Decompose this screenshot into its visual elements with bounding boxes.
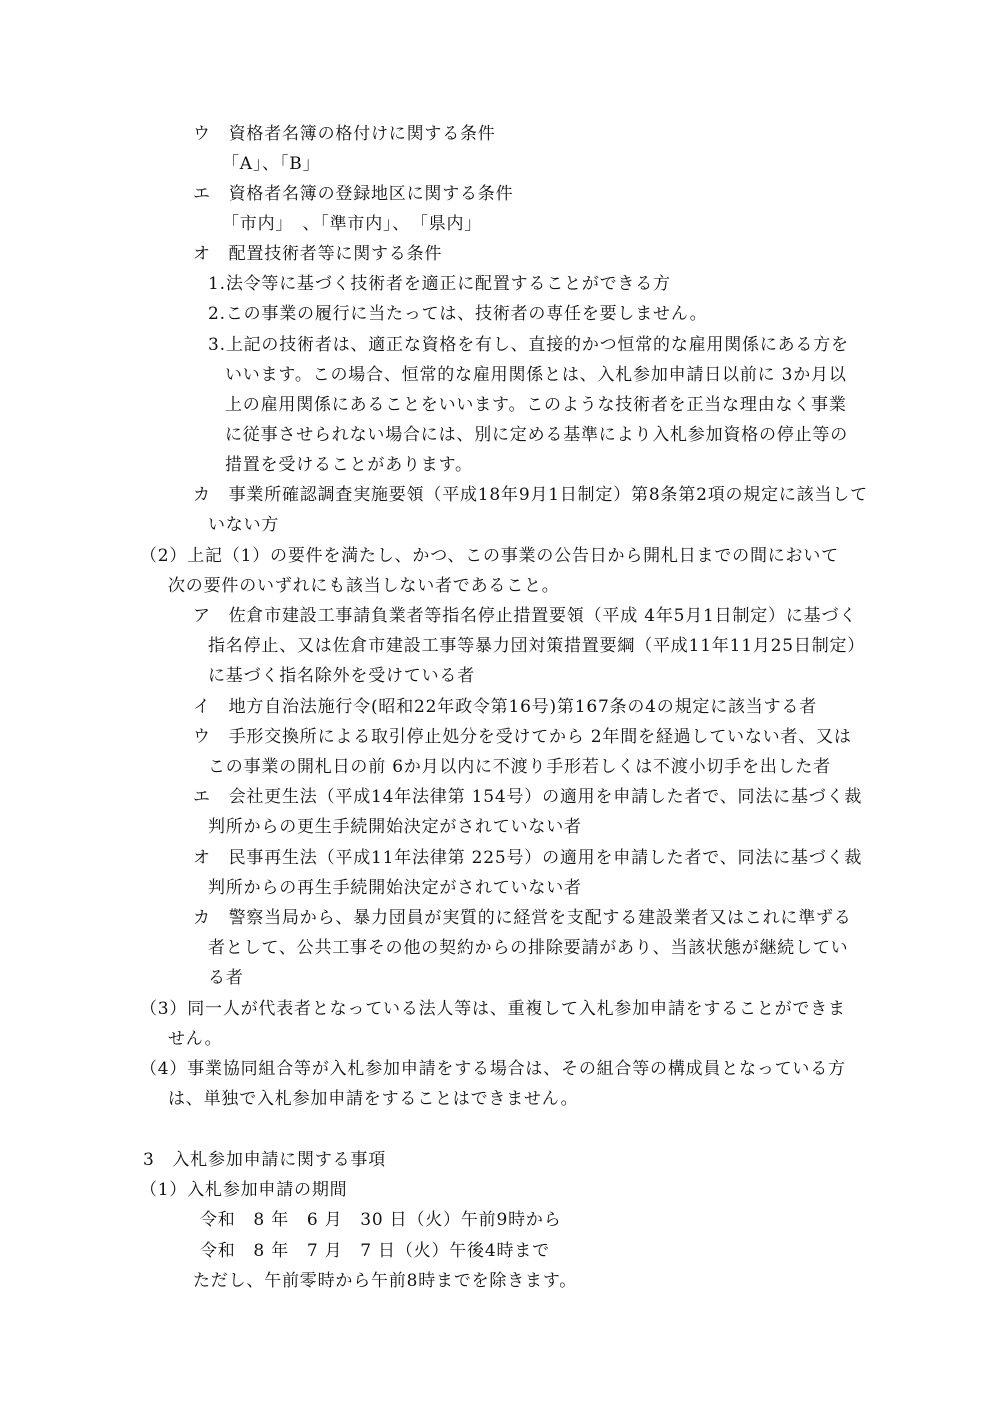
exclusion-ka-cont: 者として、公共工事その他の契約からの排除要請があり、当該状態が継続してい — [208, 938, 849, 958]
exclusion-ka: カ 警察当局から、暴力団員が実質的に経営を支配する建設業者又はこれに準ずる — [193, 908, 852, 928]
technician-item-3-cont: 措置を受けることがあります。 — [225, 455, 473, 475]
exclusion-e: エ 会社更生法（平成14年法律第 154号）の適用を申請した者で、同法に基づく裁 — [193, 787, 863, 807]
exclusion-a: ア 佐倉市建設工事請負業者等指名停止措置要領（平成 4年5月1日制定）に基づく — [193, 606, 858, 626]
technician-item-3-cont: に従事させられない場合には、別に定める基準により入札参加資格の停止等の — [225, 425, 848, 445]
technician-item-1: 1.法令等に基づく技術者を適正に配置することができる方 — [208, 274, 671, 294]
exclusion-ka-cont: る者 — [208, 968, 244, 988]
period-start: 令和 8 年 6 月 30 日（火）午前9時から — [200, 1210, 562, 1230]
item-4-cont: は、単独で入札参加申請をすることはできません。 — [168, 1089, 579, 1109]
exclusion-o-cont: 判所からの再生手続開始決定がされていない者 — [208, 878, 582, 898]
exclusion-i: イ 地方自治法施行令(昭和22年政令第16号)第167条の4の規定に該当する者 — [193, 697, 817, 717]
item-4: （4）事業協同組合等が入札参加申請をする場合は、その組合等の構成員となっている方 — [140, 1059, 846, 1079]
condition-o-heading: オ 配置技術者等に関する条件 — [193, 244, 443, 264]
condition-e-heading: エ 資格者名簿の登録地区に関する条件 — [193, 184, 514, 204]
section-3-heading: 3 入札参加申請に関する事項 — [143, 1150, 387, 1170]
technician-item-3-cont: 上の雇用関係にあることをいいます。このような技術者を正当な理由なく事業 — [225, 395, 847, 415]
technician-item-3-cont: いいます。この場合、恒常的な雇用関係とは、入札参加申請日以前に 3か月以 — [225, 365, 847, 385]
exclusion-a-cont: 指名停止、又は佐倉市建設工事等暴力団対策措置要綱（平成11年11月25日制定） — [208, 636, 866, 656]
rank-values: 「A」、「B」 — [222, 154, 321, 174]
period-end: 令和 8 年 7 月 7 日（火）午後4時まで — [200, 1241, 550, 1261]
exclusion-u-cont: この事業の開札日の前 6か月以内に不渡り手形若しくは不渡小切手を出した者 — [208, 757, 832, 777]
exclusion-u: ウ 手形交換所による取引停止処分を受けてから 2年間を経過していない者、又は — [193, 727, 852, 747]
item-3-cont: せん。 — [168, 1029, 223, 1049]
condition-u-heading: ウ 資格者名簿の格付けに関する条件 — [193, 124, 496, 144]
technician-item-2: 2.この事業の履行に当たっては、技術者の専任を要しません。 — [208, 304, 708, 324]
item-3: （3）同一人が代表者となっている法人等は、重複して入札参加申請をすることができま — [140, 999, 846, 1019]
item-2-heading: （2）上記（1）の要件を満たし、かつ、この事業の公告日から開札日までの間において — [140, 546, 839, 566]
period-note: ただし、午前零時から午前8時までを除きます。 — [193, 1271, 578, 1291]
application-period-heading: （1）入札参加申請の期間 — [140, 1180, 348, 1200]
condition-ka: カ 事業所確認調査実施要領（平成18年9月1日制定）第8条第2項の規定に該当して — [193, 485, 868, 505]
item-2-cont: 次の要件のいずれにも該当しない者であること。 — [168, 576, 560, 596]
exclusion-a-cont: に基づく指名除外を受けている者 — [208, 666, 475, 686]
region-values: 「市内」 、「準市内」、 「県内」 — [222, 214, 483, 234]
technician-item-3: 3.上記の技術者は、適正な資格を有し、直接的かつ恒常的な雇用関係にある方を — [208, 335, 849, 355]
exclusion-e-cont: 判所からの更生手続開始決定がされていない者 — [208, 817, 582, 837]
condition-ka-cont: いない方 — [208, 515, 280, 535]
exclusion-o: オ 民事再生法（平成11年法律第 225号）の適用を申請した者で、同法に基づく裁 — [193, 848, 863, 868]
